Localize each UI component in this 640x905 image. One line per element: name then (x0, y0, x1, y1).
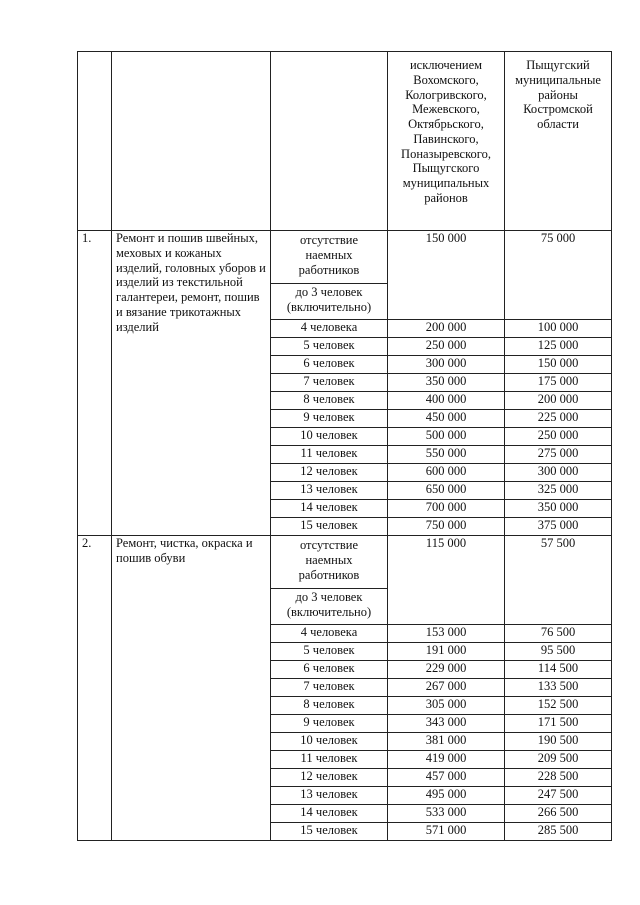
value-a: 700 000 (388, 500, 505, 518)
value-a: 533 000 (388, 805, 505, 823)
value-a: 191 000 (388, 643, 505, 661)
value-b: 350 000 (505, 500, 612, 518)
value-a: 400 000 (388, 392, 505, 410)
employees-none-label: отсутствие наемных работников (271, 536, 388, 589)
value-a: 267 000 (388, 679, 505, 697)
value-b: 325 000 (505, 482, 612, 500)
employee-count: 7 человек (271, 679, 388, 697)
value-b: 247 500 (505, 787, 612, 805)
value-b: 225 000 (505, 410, 612, 428)
value-a: 229 000 (388, 661, 505, 679)
base-value-a: 150 000 (388, 231, 505, 320)
value-b: 114 500 (505, 661, 612, 679)
employee-count: 4 человека (271, 320, 388, 338)
value-a: 305 000 (388, 697, 505, 715)
value-b: 150 000 (505, 356, 612, 374)
employee-count: 11 человек (271, 751, 388, 769)
value-b: 200 000 (505, 392, 612, 410)
value-b: 275 000 (505, 446, 612, 464)
base-value-a: 115 000 (388, 536, 505, 625)
value-b: 250 000 (505, 428, 612, 446)
value-b: 175 000 (505, 374, 612, 392)
value-b: 100 000 (505, 320, 612, 338)
base-value-b: 57 500 (505, 536, 612, 625)
employee-count: 15 человек (271, 823, 388, 841)
value-b: 300 000 (505, 464, 612, 482)
section-name: Ремонт, чистка, окраска и пошив обуви (112, 536, 271, 841)
value-a: 350 000 (388, 374, 505, 392)
employee-count: 10 человек (271, 733, 388, 751)
value-b: 190 500 (505, 733, 612, 751)
section-number: 1. (78, 231, 112, 536)
header-cell-employees (271, 52, 388, 231)
value-b: 266 500 (505, 805, 612, 823)
employee-count: 7 человек (271, 374, 388, 392)
employee-count: 8 человек (271, 392, 388, 410)
employee-count: 13 человек (271, 787, 388, 805)
employee-count: 5 человек (271, 643, 388, 661)
value-a: 457 000 (388, 769, 505, 787)
employees-none-label: отсутствие наемных работников (271, 231, 388, 284)
value-a: 571 000 (388, 823, 505, 841)
value-b: 95 500 (505, 643, 612, 661)
header-cell-col5: Пыщугский муниципальные районы Костромской области (505, 52, 612, 231)
value-a: 550 000 (388, 446, 505, 464)
value-a: 495 000 (388, 787, 505, 805)
value-b: 375 000 (505, 518, 612, 536)
value-a: 419 000 (388, 751, 505, 769)
value-a: 650 000 (388, 482, 505, 500)
employee-count: 11 человек (271, 446, 388, 464)
value-a: 300 000 (388, 356, 505, 374)
employee-count: 15 человек (271, 518, 388, 536)
header-cell-num (78, 52, 112, 231)
value-b: 171 500 (505, 715, 612, 733)
employee-count: 6 человек (271, 356, 388, 374)
employee-count: 14 человек (271, 805, 388, 823)
value-a: 153 000 (388, 625, 505, 643)
section-row-none (78, 231, 612, 284)
value-b: 285 500 (505, 823, 612, 841)
value-a: 343 000 (388, 715, 505, 733)
value-a: 381 000 (388, 733, 505, 751)
employee-count: 13 человек (271, 482, 388, 500)
value-b: 228 500 (505, 769, 612, 787)
section-row-none (78, 536, 612, 589)
section-name: Ремонт и пошив швейных, меховых и кожаных изделий, головных уборов и изделий из текстильной галантереи, ремонт, пошив и вязание трикотажных изделий (112, 231, 271, 536)
rates-table-body (78, 52, 612, 841)
employees-upto3-label: до 3 человек (включительно) (271, 589, 388, 625)
employee-count: 9 человек (271, 410, 388, 428)
base-value-b: 75 000 (505, 231, 612, 320)
header-cell-col4: исключением Вохомского, Кологривского, Межевского, Октябрьского, Павинского, Поназыревского, Пыщугского муниципальных районов (388, 52, 505, 231)
employee-count: 12 человек (271, 769, 388, 787)
value-b: 133 500 (505, 679, 612, 697)
value-a: 450 000 (388, 410, 505, 428)
employee-count: 6 человек (271, 661, 388, 679)
value-b: 209 500 (505, 751, 612, 769)
value-a: 750 000 (388, 518, 505, 536)
value-a: 250 000 (388, 338, 505, 356)
value-a: 500 000 (388, 428, 505, 446)
employee-count: 10 человек (271, 428, 388, 446)
header-cell-name (112, 52, 271, 231)
employee-count: 5 человек (271, 338, 388, 356)
employee-count: 9 человек (271, 715, 388, 733)
employee-count: 4 человека (271, 625, 388, 643)
value-b: 125 000 (505, 338, 612, 356)
employees-upto3-label: до 3 человек (включительно) (271, 284, 388, 320)
value-b: 76 500 (505, 625, 612, 643)
employee-count: 8 человек (271, 697, 388, 715)
section-number: 2. (78, 536, 112, 841)
header-row (78, 52, 612, 231)
value-b: 152 500 (505, 697, 612, 715)
value-a: 200 000 (388, 320, 505, 338)
employee-count: 14 человек (271, 500, 388, 518)
rates-table (77, 51, 612, 841)
employee-count: 12 человек (271, 464, 388, 482)
value-a: 600 000 (388, 464, 505, 482)
